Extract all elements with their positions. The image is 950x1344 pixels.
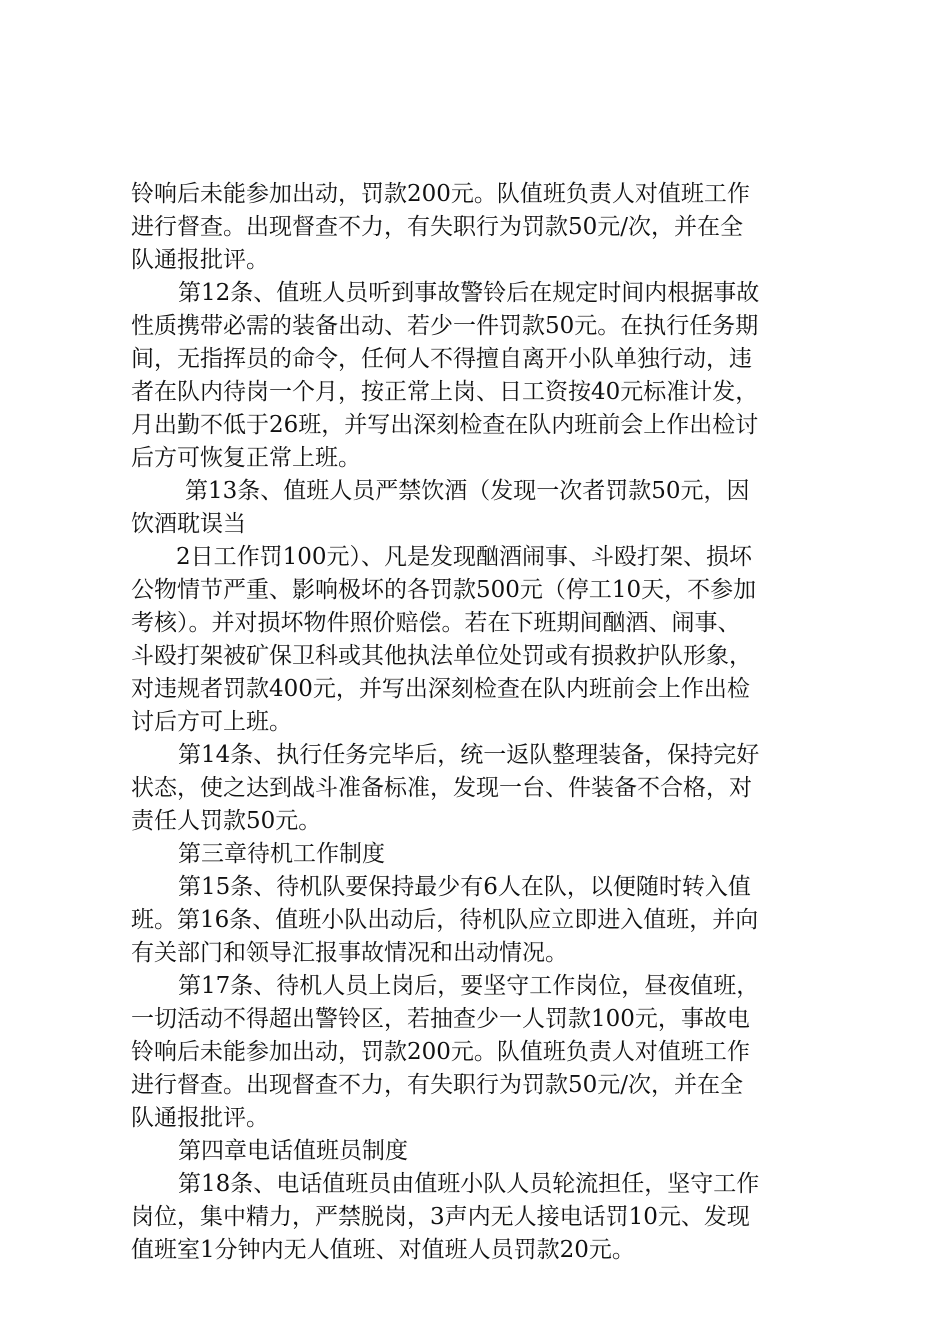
text-line: 第17条、待机人员上岗后，要坚守工作岗位，昼夜值班， [178, 973, 760, 999]
text-line: 责任人罚款50元。 [131, 808, 322, 834]
text-line: 2日工作罚100元）、凡是发现酗酒闹事、斗殴打架、损坏 [176, 544, 753, 570]
text-line: 对违规者罚款400元，并写出深刻检查在队内班前会上作出检 [131, 676, 750, 702]
chapter-heading: 第四章电话值班员制度 [178, 1138, 408, 1164]
text-line: 后方可恢复正常上班。 [131, 445, 361, 471]
text-line: 铃响后未能参加出动，罚款200元。队值班负责人对值班工作 [131, 181, 750, 207]
text-line: 第13条、值班人员严禁饮酒（发现一次者罚款50元，因 [185, 478, 750, 504]
text-line: 月出勤不低于26班，并写出深刻检查在队内班前会上作出检讨 [131, 412, 759, 438]
text-line: 进行督查。出现督查不力，有失职行为罚款50元/次，并在全 [131, 214, 744, 240]
text-line: 第18条、电话值班员由值班小队人员轮流担任，坚守工作 [178, 1171, 760, 1197]
text-line: 间，无指挥员的命令，任何人不得擅自离开小队单独行动，违 [131, 346, 752, 372]
text-line: 饮酒耽误当 [131, 511, 246, 537]
text-line: 有关部门和领导汇报事故情况和出动情况。 [131, 940, 568, 966]
text-line: 第12条、值班人员听到事故警铃后在规定时间内根据事故 [178, 280, 760, 306]
text-line: 斗殴打架被矿保卫科或其他执法单位处罚或有损救护队形象， [131, 643, 752, 669]
text-line: 考核）。并对损坏物件照价赔偿。若在下班期间酗酒、闹事、 [131, 610, 741, 636]
text-line: 者在队内待岗一个月，按正常上岗、日工资按40元标准计发， [131, 379, 759, 405]
text-line: 公物情节严重、影响极坏的各罚款500元（停工10天，不参加 [131, 577, 757, 603]
text-line: 岗位，集中精力，严禁脱岗，3声内无人接电话罚10元、发现 [131, 1204, 750, 1230]
text-line: 队通报批评。 [131, 247, 269, 273]
chapter-heading: 第三章待机工作制度 [178, 841, 385, 867]
text-line: 性质携带必需的装备出动、若少一件罚款50元。在执行任务期 [131, 313, 759, 339]
text-line: 队通报批评。 [131, 1105, 269, 1131]
text-line: 讨后方可上班。 [131, 709, 292, 735]
text-line: 状态，使之达到战斗准备标准，发现一台、件装备不合格，对 [131, 775, 752, 801]
text-line: 一切活动不得超出警铃区，若抽查少一人罚款100元，事故电 [131, 1006, 750, 1032]
text-line: 第15条、待机队要保持最少有6人在队，以便随时转入值 [178, 874, 751, 900]
text-line: 第14条、执行任务完毕后，统一返队整理装备，保持完好 [178, 742, 760, 768]
text-line: 进行督查。出现督查不力，有失职行为罚款50元/次，并在全 [131, 1072, 744, 1098]
text-line: 班。第16条、值班小队出动后，待机队应立即进入值班，并向 [131, 907, 759, 933]
text-line: 值班室1分钟内无人值班、对值班人员罚款20元。 [131, 1237, 635, 1263]
text-line: 铃响后未能参加出动，罚款200元。队值班负责人对值班工作 [131, 1039, 750, 1065]
